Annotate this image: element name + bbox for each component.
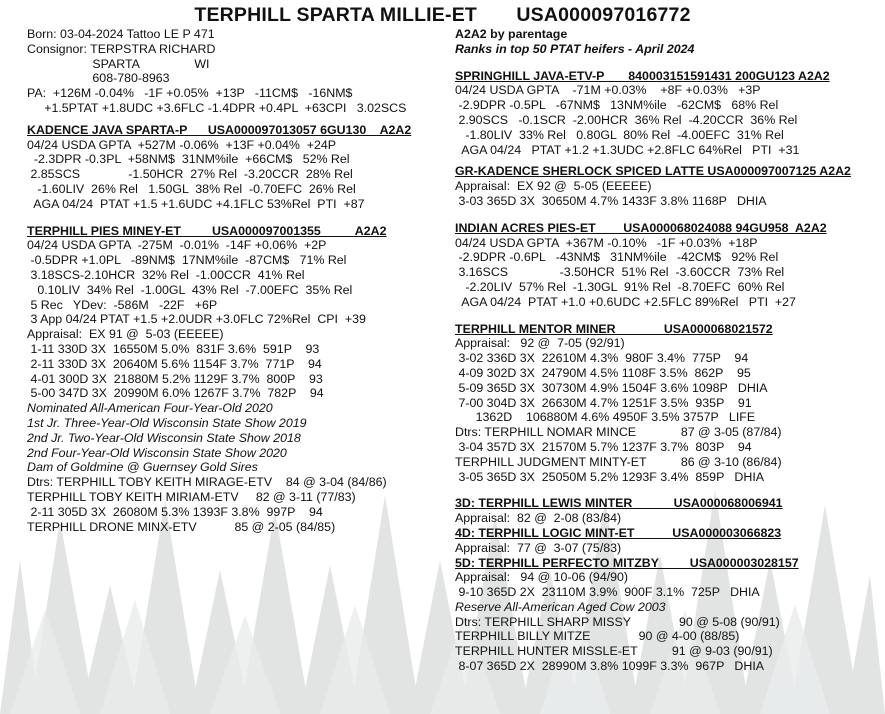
text-line: 2nd Jr. Two-Year-Old Wisconsin State Show 2018 (27, 430, 301, 445)
text-line: 04/24 USDA GPTA +367M -0.10% -1F +0.03% +18P (455, 235, 758, 250)
text-line: Appraisal: EX 92 @ 5-05 (EEEEE) (455, 179, 652, 194)
text-line: TERPHILL DRONE MINX-ETV 85 @ 2-05 (84/85) (27, 519, 336, 534)
text-line: +1.5PTAT +1.8UDC +3.6FLC -1.4DPR +0.4PL +63CPI 3.02SCS (27, 100, 407, 115)
text-line: INDIAN ACRES PIES-ET USA000068024088 94GU958 A2A2 (455, 220, 827, 235)
text-line: 3-05 365D 3X 25050M 5.2% 1293F 3.4% 859P DHIA (455, 469, 765, 484)
text-line: Appraisal: 94 @ 10-06 (94/90) (455, 570, 629, 585)
text-line: Appraisal: 77 @ 3-07 (75/83) (455, 540, 622, 555)
text-line: TERPHILL BILLY MITZE 90 @ 4-00 (88/85) (455, 629, 740, 644)
text-line: A2A2 by parentage (455, 27, 568, 41)
text-line: SPRINGHILL JAVA-ETV-P 840003151591431 200GU123 A2A2 (455, 68, 830, 83)
text-line: 04/24 USDA GPTA +527M -0.06% +13F +0.04% +24P (27, 137, 337, 152)
text-line: 1-11 330D 3X 16550M 5.0% 831F 3.6% 591P 93 (27, 341, 320, 356)
text-line: 4-01 300D 3X 21880M 5.2% 1129F 3.7% 800P 93 (27, 371, 323, 386)
text-line: AGA 04/24 PTAT +1.5 +1.6UDC +4.1FLC 53%Rel PTI +87 (27, 196, 365, 211)
text-line: AGA 04/24 PTAT +1.2 +1.3UDC +2.8FLC 64%Rel PTI +31 (455, 142, 800, 157)
text-line: TERPHILL MENTOR MINER USA000068021572 (455, 321, 773, 336)
text-line: -2.20LIV 57% Rel -1.30GL 91% Rel -8.70EFC 60% Rel (455, 279, 785, 294)
text-line: 608-780-8963 (27, 71, 170, 86)
text-line: 3-02 336D 3X 22610M 4.3% 980F 3.4% 775P 94 (455, 351, 749, 366)
text-line: 9-10 365D 2X 23110M 3.9% 900F 3.1% 725P DHIA (455, 585, 760, 600)
text-line: 04/24 USDA GPTA -71M +0.03% +8F +0.03% +3P (455, 83, 761, 98)
text-line: 5-00 347D 3X 20990M 6.0% 1267F 3.7% 782P 94 (27, 386, 324, 401)
text-line: -1.80LIV 33% Rel 0.80GL 80% Rel -4.00EFC 31% Rel (455, 127, 784, 142)
text-line: 5 Rec YDev: -586M -22F +6P (27, 297, 218, 312)
text-line: 2-11 330D 3X 20640M 5.6% 1154F 3.7% 771P 94 (27, 356, 322, 371)
text-line: Dtrs: TERPHILL TOBY KEITH MIRAGE-ETV 84 @ 3-04 (84/86) (27, 475, 387, 490)
text-line: KADENCE JAVA SPARTA-P USA000097013057 6GU130 A2A2 (27, 122, 412, 137)
sire-block (27, 123, 447, 212)
text-line: Appraisal: 82 @ 2-08 (83/84) (455, 511, 622, 526)
page-title: TERPHILL SPARTA MILLIE-ET USA000097016772 (194, 4, 691, 26)
text-line: -2.9DPR -0.5PL -67NM$ 13NM%ile -62CM$ 68% Rel (455, 98, 779, 113)
text-line: Consignor: TERPSTRA RICHARD (27, 41, 216, 56)
text-line: 3.18SCS-2.10HCR 32% Rel -1.00CCR 41% Rel (27, 267, 305, 282)
text-line: AGA 04/24 PTAT +1.0 +0.6UDC +2.5FLC 89%Rel PTI +27 (455, 294, 796, 309)
text-line: 04/24 USDA GPTA -275M -0.01% -14F +0.06% +2P (27, 238, 327, 253)
left-column (27, 27, 447, 534)
dam-of-sire-block (455, 164, 870, 208)
text-line: 4-09 302D 3X 24790M 4.5% 1108F 3.5% 862P 95 (455, 365, 751, 380)
text-line: GR-KADENCE SHERLOCK SPICED LATTE USA000097007125 A2A2 (455, 164, 851, 179)
text-line: -1.60LIV 26% Rel 1.50GL 38% Rel -0.70EFC 26% Rel (27, 181, 356, 196)
text-line: TERPHILL PIES MINEY-ET USA000097001355 A2A2 (27, 223, 387, 238)
text-line: 3-03 365D 3X 30650M 4.7% 1433F 3.8% 1168P DHIA (455, 193, 767, 208)
text-line: 3 App 04/24 PTAT +1.5 +2.0UDR +3.0FLC 72%Rel CPI +39 (27, 312, 366, 327)
text-line: Appraisal: 92 @ 7-05 (92/91) (455, 336, 625, 351)
text-line: 5D: TERPHILL PERFECTO MITZBY USA000003028157 (455, 555, 799, 570)
text-line: Appraisal: EX 91 @ 5-03 (EEEEE) (27, 327, 224, 342)
text-line: 4D: TERPHILL LOGIC MINT-ET USA000003066823 (455, 525, 782, 540)
text-line: TERPHILL TOBY KEITH MIRIAM-ETV 82 @ 3-11 (77/83) (27, 489, 356, 504)
text-line: -2.9DPR -0.6PL -43NM$ 31NM%ile -42CM$ 92% Rel (455, 250, 779, 265)
text-line: 2-11 305D 3X 26080M 5.3% 1393F 3.8% 997P 94 (27, 504, 323, 519)
text-line: 2.90SCS -0.1SCR -2.00HCR 36% Rel -4.20CCR 36% Rel (455, 112, 798, 127)
animal-header (27, 27, 447, 116)
text-line: 1362D 106880M 4.6% 4950F 3.5% 3757P LIFE (455, 410, 756, 425)
text-line: 0.10LIV 34% Rel -1.00GL 43% Rel -7.00EFC 35% Rel (27, 282, 353, 297)
text-line: 3D: TERPHILL LEWIS MINTER USA000068006941 (455, 496, 783, 511)
sire-of-sire-block (455, 69, 870, 158)
text-line: Ranks in top 50 PTAT heifers - April 2024 (455, 41, 695, 56)
dam-of-dam-block (455, 322, 870, 485)
text-line: 3-04 357D 3X 21570M 5.7% 1237F 3.7% 803P 94 (455, 439, 752, 454)
sire-of-dam-block (455, 221, 870, 310)
text-line: 8-07 365D 2X 28990M 3.8% 1099F 3.3% 967P DHIA (455, 659, 765, 674)
right-column (455, 27, 870, 674)
text-line: 2nd Four-Year-Old Wisconsin State Show 2020 (27, 445, 287, 460)
text-line: 3.16SCS -3.50HCR 51% Rel -3.60CCR 73% Rel (455, 265, 785, 280)
text-line: 2.85SCS -1.50HCR 27% Rel -3.20CCR 28% Rel (27, 167, 353, 182)
text-line: PA: +126M -0.04% -1F +0.05% +13P -11CM$ -16NM$ (27, 86, 353, 101)
text-line: TERPHILL HUNTER MISSLE-ET 91 @ 9-03 (90/91) (455, 644, 773, 659)
text-line: -2.3DPR -0.3PL +58NM$ 31NM%ile +66CM$ 52% Rel (27, 152, 350, 167)
text-line: SPARTA WI (27, 56, 210, 71)
genetics-header (455, 27, 870, 57)
text-line: 7-00 304D 3X 26630M 4.7% 1251F 3.5% 935P 91 (455, 395, 752, 410)
text-line: Dtrs: TERPHILL NOMAR MINCE 87 @ 3-05 (87/84) (455, 425, 782, 440)
text-line: Dam of Goldmine @ Guernsey Gold Sires (27, 460, 258, 475)
text-line: Born: 03-04-2024 Tattoo LE P 471 (27, 27, 215, 41)
text-line: 1st Jr. Three-Year-Old Wisconsin State Show 2019 (27, 415, 307, 430)
further-dams-block (455, 496, 870, 674)
dam-block (27, 224, 447, 535)
text-line: Dtrs: TERPHILL SHARP MISSY 90 @ 5-08 (90/91) (455, 614, 780, 629)
text-line: 5-09 365D 3X 30730M 4.9% 1504F 3.6% 1098P DHIA (455, 380, 768, 395)
text-line: TERPHILL JUDGMENT MINTY-ET 86 @ 3-10 (86/84) (455, 454, 782, 469)
text-line: Reserve All-American Aged Cow 2003 (455, 599, 666, 614)
text-line: -0.5DPR +1.0PL -89NM$ 17NM%ile -87CM$ 71% Rel (27, 253, 347, 268)
text-line: Nominated All-American Four-Year-Old 2020 (27, 401, 273, 416)
